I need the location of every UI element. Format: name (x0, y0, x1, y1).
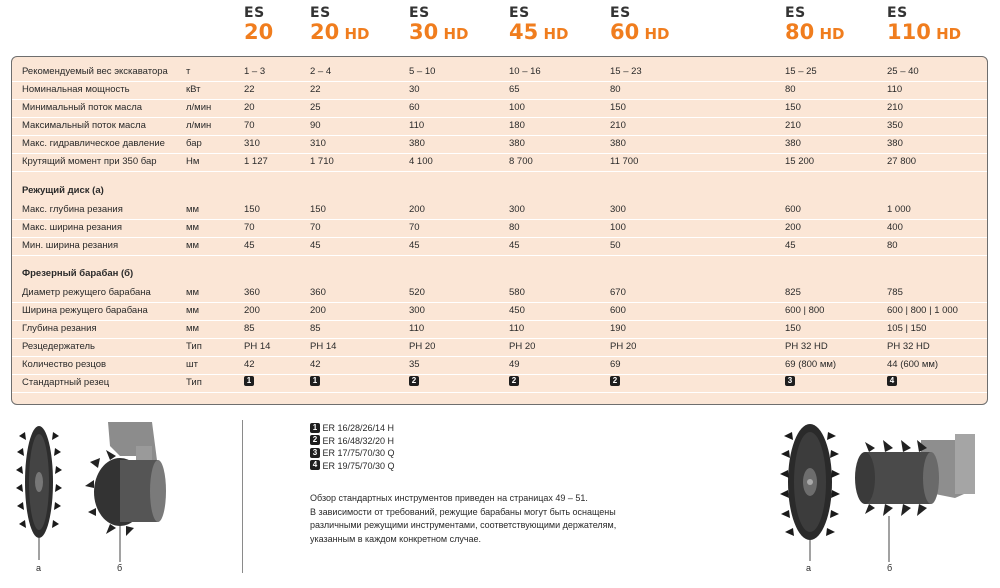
legend-item (310, 460, 395, 473)
row-label: Диаметр режущего барабана (22, 287, 151, 298)
cell-value: 1 – 3 (244, 66, 266, 77)
table-row (12, 302, 987, 321)
cell-value: 600 | 800 (785, 305, 825, 316)
cell-value: 35 (409, 359, 420, 370)
cell-value: 44 (600 мм) (887, 359, 939, 370)
cell-value: 69 (800 мм) (785, 359, 837, 370)
cutter-type-badge: 1 (244, 376, 254, 386)
cell-value: 105 | 150 (887, 323, 927, 334)
cell-value: 110 (409, 120, 425, 131)
cell-value: 600 | 800 | 1 000 (887, 305, 958, 316)
cell-value: 90 (310, 120, 321, 131)
cell-value: 5 – 10 (409, 66, 436, 77)
cell-value: 110 (409, 323, 425, 334)
row-unit: мм (186, 323, 200, 334)
cell-value: 70 (244, 222, 255, 233)
cutter-type-badge: 2 (509, 376, 519, 386)
table-row (12, 63, 987, 82)
cutting-disc-illustration-left (14, 422, 64, 562)
cell-value: 100 (610, 222, 626, 233)
row-label: Макс. гидравлическое давление (22, 138, 165, 149)
cell-value: 190 (610, 323, 626, 334)
cell-value: 200 (310, 305, 326, 316)
row-unit: т (186, 66, 191, 77)
cell-value: PH 20 (409, 341, 436, 352)
cutter-type-badge: 4 (887, 376, 897, 386)
cell-value: 25 – 40 (887, 66, 919, 77)
caption-a-right: а (806, 563, 812, 573)
cutter-type-badge: 1 (310, 423, 320, 433)
cell-value: 825 (785, 287, 801, 298)
cell-value: 8 700 (509, 156, 533, 167)
row-unit: кВт (186, 84, 201, 95)
cell-value: 70 (244, 120, 255, 131)
cell-value: 45 (409, 240, 420, 251)
model-number: 20 (244, 20, 274, 44)
caption-b-left: б (117, 563, 123, 573)
cell-value: 80 (785, 84, 796, 95)
legend-item (310, 422, 395, 435)
cell-value: 210 (610, 120, 626, 131)
section-heading (12, 182, 987, 200)
table-row (12, 356, 987, 375)
table-row (12, 237, 987, 256)
row-unit: Тип (186, 377, 202, 388)
model-prefix: ES (310, 5, 331, 21)
note-line: различными режущими инструментами, соответствующими держателям, (310, 520, 617, 530)
cell-value: 380 (409, 138, 425, 149)
row-unit: л/мин (186, 102, 212, 113)
row-label: Макс. глубина резания (22, 204, 123, 215)
cell-value: 360 (310, 287, 326, 298)
cell-badge (409, 374, 419, 392)
cutter-type-badge: 2 (610, 376, 620, 386)
cell-value: 30 (409, 84, 420, 95)
cell-badge (785, 374, 795, 392)
cell-value: 42 (244, 359, 255, 370)
table-row (12, 219, 987, 238)
table-row (12, 99, 987, 118)
row-label: Глубина резания (22, 323, 97, 334)
row-label: Мин. ширина резания (22, 240, 119, 251)
cell-value: 380 (610, 138, 626, 149)
note-line: В зависимости от требований, режущие барабаны могут быть оснащены (310, 506, 616, 517)
cell-badge (509, 374, 519, 392)
model-number: 80 HD (785, 20, 845, 44)
cell-badge (887, 374, 897, 392)
cell-value: 70 (409, 222, 420, 233)
cell-value: 42 (310, 359, 321, 370)
cell-value: 150 (244, 204, 260, 215)
cell-value: 49 (509, 359, 520, 370)
legend-item (310, 447, 395, 460)
cell-value: 600 (785, 204, 801, 215)
row-unit: Нм (186, 156, 200, 167)
row-label: Номинальная мощность (22, 84, 130, 95)
row-unit: мм (186, 204, 200, 215)
cell-value: 45 (509, 240, 520, 251)
cell-value: 350 (887, 120, 903, 131)
row-label: Минимальный поток масла (22, 102, 143, 113)
cutter-type-badge: 4 (310, 460, 320, 470)
cutter-type-badge: 3 (785, 376, 795, 386)
cell-value: 600 (610, 305, 626, 316)
cell-value: 670 (610, 287, 626, 298)
cell-value: 300 (509, 204, 525, 215)
cell-value: 15 200 (785, 156, 815, 167)
note-line: указанным в каждом конкретном случае. (310, 533, 482, 544)
section-label: Режущий диск (а) (22, 185, 104, 196)
cell-value: 380 (509, 138, 525, 149)
milling-drum-illustration-right (855, 424, 980, 564)
cell-value: 400 (887, 222, 903, 233)
milling-drum-illustration-left (80, 416, 180, 564)
cell-value: 300 (409, 305, 425, 316)
cell-value: 80 (509, 222, 520, 233)
cell-value: PH 32 HD (785, 341, 828, 352)
cell-value: PH 14 (310, 341, 337, 352)
table-row (12, 117, 987, 136)
row-unit: мм (186, 287, 200, 298)
cell-value: 85 (310, 323, 321, 334)
cell-badge (610, 374, 620, 392)
cell-value: 210 (887, 102, 903, 113)
cell-badge (244, 374, 254, 392)
cell-value: 45 (310, 240, 321, 251)
cell-value: 50 (610, 240, 621, 251)
model-title (610, 6, 669, 43)
cell-value: 310 (244, 138, 260, 149)
legend-text: ER 16/48/32/20 H (320, 435, 395, 446)
table-row (12, 153, 987, 172)
row-label: Стандартный резец (22, 377, 110, 388)
cell-value: 22 (310, 84, 321, 95)
model-title (409, 6, 468, 43)
model-number: 110 HD (887, 20, 962, 44)
model-prefix: ES (610, 5, 631, 21)
legend-text: ER 19/75/70/30 Q (320, 460, 395, 471)
caption-b-right: б (887, 563, 893, 573)
cell-value: 520 (409, 287, 425, 298)
cell-value: 150 (785, 323, 801, 334)
cell-value: 60 (409, 102, 420, 113)
cell-value: 100 (509, 102, 525, 113)
cell-value: 1 710 (310, 156, 334, 167)
caption-a-left: а (36, 563, 42, 573)
cell-value: 150 (310, 204, 326, 215)
cell-value: 580 (509, 287, 525, 298)
cell-value: 15 – 23 (610, 66, 642, 77)
cell-value: PH 32 HD (887, 341, 930, 352)
model-title (887, 6, 961, 43)
row-label: Количество резцов (22, 359, 107, 370)
cell-value: 11 700 (610, 156, 639, 167)
cell-value: 200 (244, 305, 260, 316)
model-number: 45 HD (509, 20, 569, 44)
section-heading (12, 265, 987, 283)
table-row (12, 284, 987, 303)
cell-value: PH 14 (244, 341, 271, 352)
row-unit: Тип (186, 341, 202, 352)
model-prefix: ES (509, 5, 530, 21)
model-number: 20 HD (310, 20, 370, 44)
cell-value: 450 (509, 305, 525, 316)
row-unit: бар (186, 138, 202, 149)
legend-text: ER 17/75/70/30 Q (320, 448, 395, 458)
cutter-type-badge: 2 (409, 376, 419, 386)
legend-text: ER 16/28/26/14 H (320, 423, 395, 433)
table-row (12, 374, 987, 393)
cell-value: 2 – 4 (310, 66, 332, 77)
cutter-type-badge: 2 (310, 435, 320, 445)
cell-value: 785 (887, 287, 903, 298)
model-prefix: ES (887, 5, 908, 21)
row-unit: мм (186, 222, 200, 233)
cell-value: 310 (310, 138, 326, 149)
row-label: Макс. ширина резания (22, 222, 122, 233)
table-row (12, 201, 987, 220)
row-label: Ширина режущего барабана (22, 305, 148, 316)
model-number: 30 HD (409, 20, 469, 44)
row-label: Резцедержатель (22, 341, 96, 352)
cell-value: 380 (785, 138, 801, 149)
row-label: Максимальный поток масла (22, 120, 146, 131)
note-line: Обзор стандартных инструментов приведен на страницах 49 – 51. (310, 493, 588, 503)
cell-value: 200 (785, 222, 801, 233)
cell-value: 110 (887, 84, 903, 95)
cell-value: 22 (244, 84, 255, 95)
model-title (244, 6, 273, 43)
cell-value: 15 – 25 (785, 66, 817, 77)
section-label: Фрезерный барабан (б) (22, 268, 134, 279)
cell-value: 45 (785, 240, 796, 251)
cell-value: 45 (244, 240, 255, 251)
cell-value: 300 (610, 204, 626, 215)
cell-value: 27 800 (887, 156, 917, 167)
model-title (785, 6, 844, 43)
cell-value: 70 (310, 222, 321, 233)
row-label: Рекомендуемый вес экскаватора (22, 66, 168, 77)
cutter-type-badge: 3 (310, 448, 320, 458)
cell-value: 1 000 (887, 204, 911, 215)
row-label: Крутящий момент при 350 бар (22, 156, 157, 167)
model-prefix: ES (409, 5, 430, 21)
cell-value: 360 (244, 287, 260, 298)
model-prefix: ES (244, 5, 265, 21)
spec-table (11, 56, 988, 405)
table-row (12, 81, 987, 100)
cell-value: 150 (785, 102, 801, 113)
cell-value: 380 (887, 138, 903, 149)
divider (242, 420, 243, 573)
cell-value: 20 (244, 102, 255, 113)
cell-value: 65 (509, 84, 520, 95)
cell-value: 80 (887, 240, 898, 251)
cell-value: PH 20 (610, 341, 637, 352)
model-number: 60 HD (610, 20, 670, 44)
row-unit: мм (186, 305, 200, 316)
cell-value: 69 (610, 359, 621, 370)
legend-item (310, 435, 395, 448)
model-title (310, 6, 369, 43)
cell-value: 210 (785, 120, 801, 131)
table-row (12, 320, 987, 339)
row-unit: шт (186, 359, 198, 370)
cell-value: 10 – 16 (509, 66, 541, 77)
row-unit: мм (186, 240, 200, 251)
cell-value: 110 (509, 323, 525, 334)
cell-value: 180 (509, 120, 525, 131)
cell-value: 4 100 (409, 156, 433, 167)
cell-value: 85 (244, 323, 255, 334)
cell-badge (310, 374, 320, 392)
cell-value: 150 (610, 102, 626, 113)
cutter-type-badge: 1 (310, 376, 320, 386)
model-prefix: ES (785, 5, 806, 21)
cell-value: 200 (409, 204, 425, 215)
table-row (12, 338, 987, 357)
cell-value: 25 (310, 102, 321, 113)
cell-value: 80 (610, 84, 621, 95)
cutter-legend (310, 422, 395, 472)
row-unit: л/мин (186, 120, 212, 131)
cell-value: PH 20 (509, 341, 536, 352)
note-text (310, 492, 670, 546)
model-title (509, 6, 568, 43)
cutting-disc-illustration-right (780, 418, 840, 563)
cell-value: 1 127 (244, 156, 268, 167)
table-row (12, 135, 987, 154)
